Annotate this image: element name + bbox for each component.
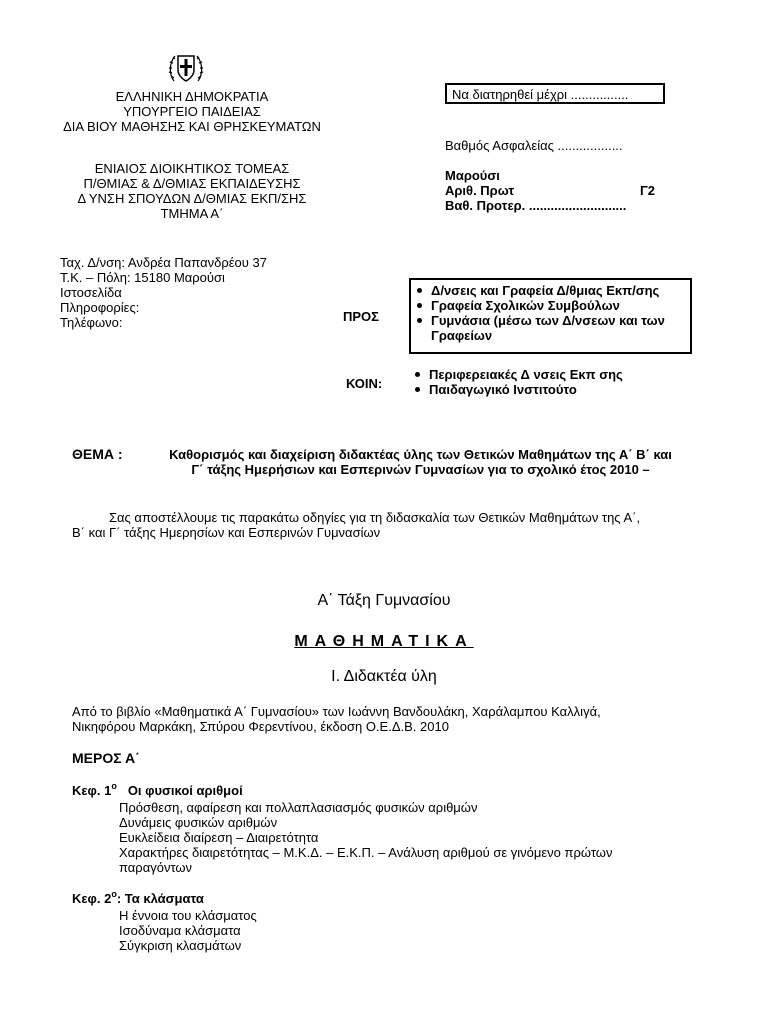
class-title: Α΄ Τάξη Γυμνασίου [317,592,451,609]
book-line: Από το βιβλίο «Μαθηματικά Α΄ Γυμνασίου» των Ιωάννη Βανδουλάκη, Χαράλαμπου Καλλιγά, [72,704,601,719]
chapter-heading [72,891,204,906]
protocol-value: Γ2 [639,183,655,198]
cc-item: Περιφερειακές Δ νσεις Εκπ σης [409,367,709,382]
intro-line: Β΄ και Γ΄ τάξης Ημερησίων και Εσπερινών Γυμνασίων [72,525,381,540]
recipients-box [409,278,692,354]
topic-item: Δυνάμεις φυσικών αριθμών [119,815,278,830]
sector-name: ΕΝΙΑΙΟΣ ΔΙΟΙΚΗΤΙΚΟΣ ΤΟΜΕΑΣ [94,161,290,176]
ministry-subtitle: ΔΙΑ ΒΙΟΥ ΜΑΘΗΣΗΣ ΚΑΙ ΘΡΗΣΚΕΥΜΑΤΩΝ [63,119,321,134]
intro-paragraph [72,510,732,540]
recipients-label: ΠΡΟΣ [343,309,379,324]
ministry-name: ΥΠΟΥΡΓΕΙΟ ΠΑΙΔΕΙΑΣ [123,104,261,119]
recipient-item: Δ/νσεις και Γραφεία Δ/θμιας Εκπ/σης [411,283,686,298]
protocol-row [445,183,655,198]
cc-list [409,367,709,397]
chapter-topics [119,800,679,875]
recipients-list [411,283,686,343]
cc-label: ΚΟΙΝ: [346,376,383,391]
chapter-topics [119,908,679,953]
chapter-heading [72,783,243,798]
chapter-number: Κεφ. 1 [72,783,112,798]
cc-item: Παιδαγωγικό Ινστιτούτο [409,382,709,397]
department-name: ΤΜΗΜΑ Α΄ [160,206,224,221]
topic-item: Ευκλείδεια διαίρεση – Διαιρετότητα [119,830,319,845]
intro-line: Σας αποστέλλουμε τις παρακάτω οδηγίες για τη διδασκαλία των Θετικών Μαθημάτων της Α΄, [109,510,641,525]
cc-box [409,367,709,397]
subject-line: Γ΄ τάξης Ημερήσιων και Εσπερινών Γυμνασίων για το σχολικό έτος 2010 – [191,462,650,477]
topic-item: Ισοδύναμα κλάσματα [119,923,241,938]
sector-subtitle: Π/ΘΜΙΑΣ & Δ/ΘΜΙΑΣ ΕΚΠΑΙΔΕΥΣΗΣ [83,176,301,191]
place: Μαρούσι [445,168,500,183]
chapter-title: Οι φυσικοί αριθμοί [127,783,243,798]
directorate-name: Δ ΥΝΣΗ ΣΠΟΥΔΩΝ Δ/ΘΜΙΑΣ ΕΚΠ/ΣΗΣ [77,191,307,206]
recipient-item: Γυμνάσια (μέσω των Δ/νσεων και των Γραφείων [411,313,686,343]
subject-heading [0,633,768,651]
reference-block [445,168,655,213]
section-title: Ι. Διδακτέα ύλη [331,668,437,685]
priority: Βαθ. Προτερ. ........................... [445,198,627,213]
book-line: Νικηφόρου Μαρκάκη, Σπύρου Φερεντίνου, έκδοση Ο.Ε.Δ.Β. 2010 [72,719,449,734]
coat-of-arms-icon [166,48,206,88]
part-heading: ΜΕΡΟΣ Α΄ [72,750,140,766]
security-level: Βαθμός Ασφαλείας .................. [445,138,623,153]
chapter-number: Κεφ. 2 [72,891,112,906]
topic-item: Χαρακτήρες διαιρετότητας – Μ.Κ.Δ. – Ε.Κ.Π. – Ανάλυση αριθμού σε γινόμενο πρώτων [119,845,613,860]
topic-item: Σύγκριση κλασμάτων [119,938,242,953]
chapter-ordinal: ο [111,889,117,899]
subject-text [133,447,708,477]
chapter-ordinal: ο [111,781,117,791]
address: Ταχ. Δ/νση: Ανδρέα Παπανδρέου 37 [60,255,267,270]
website-label: Ιστοσελίδα [60,285,122,300]
postal-code: Τ.Κ. – Πόλη: 15180 Μαρούσι [60,270,225,285]
subject-line: Καθορισμός και διαχείριση διδακτέας ύλης των Θετικών Μαθημάτων της Α΄ Β΄ και [169,447,672,462]
topic-item: Η έννοια του κλάσματος [119,908,257,923]
department-block [40,161,344,221]
subject-label: ΘΕΜΑ : [72,446,123,462]
info-label: Πληροφορίες: [60,300,140,315]
topic-item: παραγόντων [119,860,193,875]
keep-until-box: Να διατηρηθεί μέχρι ................ [445,83,665,104]
subject-heading-text: ΜΑΘΗΜΑΤΙΚΑ [294,633,474,650]
book-reference [72,704,712,734]
chapter-title: : Τα κλάσματα [116,891,204,906]
contact-block [60,255,267,330]
republic-name: ΕΛΛΗΝΙΚΗ ΔΗΜΟΚΡΑΤΙΑ [115,89,269,104]
phone-label: Τηλέφωνο: [60,315,123,330]
protocol-label: Αριθ. Πρωτ [445,183,515,198]
topic-item: Πρόσθεση, αφαίρεση και πολλαπλασιασμός φυσικών αριθμών [119,800,478,815]
letterhead [40,89,344,134]
recipient-item: Γραφεία Σχολικών Συμβούλων [411,298,686,313]
